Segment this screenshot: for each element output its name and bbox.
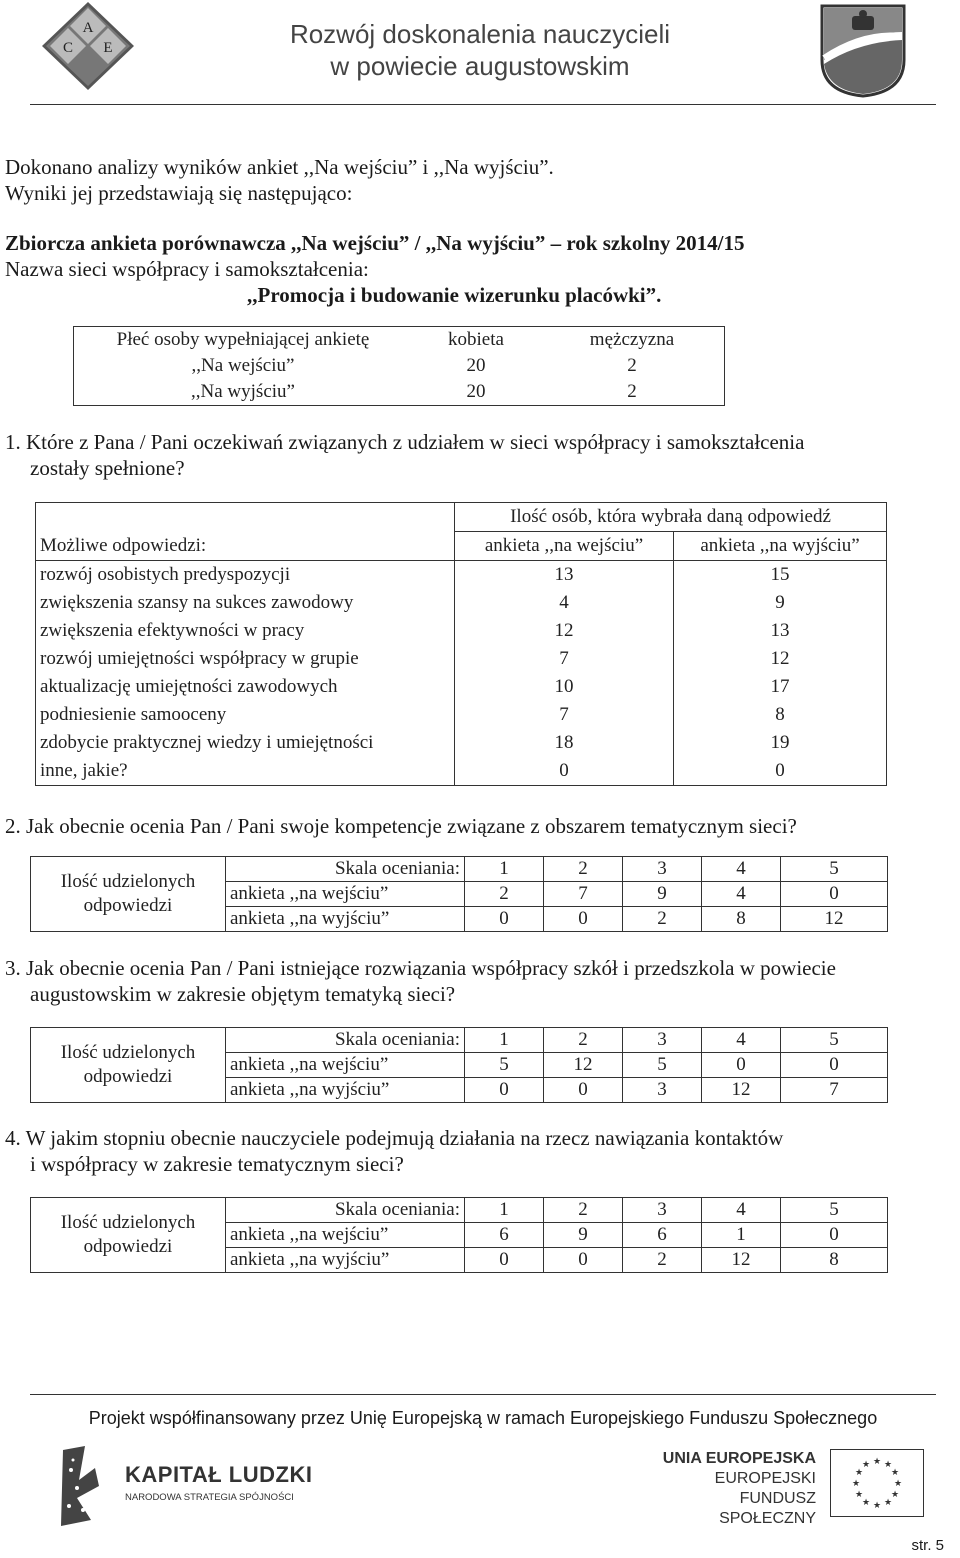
scale-value: 4 <box>702 1198 781 1223</box>
answer-label: zwiększenia efektywności w pracy <box>36 617 455 645</box>
table-row <box>31 1198 888 1223</box>
table-row <box>36 757 887 786</box>
cell: 5 <box>623 1053 702 1078</box>
cell-mezczyzna: 2 <box>540 379 725 406</box>
row-in-label: ankieta ,,na wejściu” <box>226 1223 465 1248</box>
intro-line2: Wyniki jej przedstawiają się następująco: <box>5 181 353 205</box>
header-title-line1: Rozwój doskonalenia nauczycieli <box>289 19 671 49</box>
q1-table <box>35 502 887 786</box>
svg-text:★: ★ <box>893 1479 903 1489</box>
row-out-label: ankieta ,,na wyjściu” <box>226 1078 465 1103</box>
svg-text:★: ★ <box>890 1468 900 1478</box>
cell: 0 <box>465 1248 544 1273</box>
answer-out: 9 <box>674 589 887 617</box>
header-title-line2: w powiecie augustowskim <box>330 51 630 81</box>
table-row <box>36 503 887 532</box>
answer-out: 12 <box>674 645 887 673</box>
logo-letter-a: A <box>82 20 94 36</box>
table-row <box>36 589 887 617</box>
scale-value: 4 <box>702 857 781 882</box>
q1-col-out: ankieta ,,na wyjściu” <box>674 532 887 561</box>
cell: 0 <box>702 1053 781 1078</box>
answer-out: 0 <box>674 757 887 786</box>
cell: 9 <box>623 882 702 907</box>
scale-value: 5 <box>781 1198 888 1223</box>
cell: 0 <box>781 1053 888 1078</box>
svg-text:★: ★ <box>883 1460 893 1470</box>
cell: 0 <box>544 1248 623 1273</box>
cell: 8 <box>702 907 781 932</box>
answer-label: rozwój osobistych predyspozycji <box>36 561 455 590</box>
scale-label: Skala oceniania: <box>226 1028 465 1053</box>
table-row <box>74 379 725 406</box>
gender-header: Płeć osoby wypełniającej ankietę <box>74 327 413 354</box>
row-out-label: ankieta ,,na wyjściu” <box>226 907 465 932</box>
cell: 0 <box>781 1223 888 1248</box>
cell: 5 <box>465 1053 544 1078</box>
eu-flag-icon <box>830 1449 924 1517</box>
q4-rating-table <box>30 1197 888 1273</box>
cell: 8 <box>781 1248 888 1273</box>
svg-text:★: ★ <box>861 1498 871 1508</box>
svg-text:★: ★ <box>872 1501 882 1511</box>
county-crest-icon <box>818 2 908 98</box>
svg-text:★: ★ <box>851 1479 861 1489</box>
answer-in: 0 <box>455 757 674 786</box>
answer-in: 13 <box>455 561 674 590</box>
svg-text:★: ★ <box>861 1460 871 1470</box>
answer-label: podniesienie samooceny <box>36 701 455 729</box>
svg-text:★: ★ <box>854 1490 864 1500</box>
scale-value: 2 <box>544 857 623 882</box>
table-row <box>36 673 887 701</box>
row-out-label: ankieta ,,na wyjściu” <box>226 1248 465 1273</box>
answer-in: 7 <box>455 701 674 729</box>
scale-value: 1 <box>465 857 544 882</box>
answer-label: zwiększenia szansy na sukces zawodowy <box>36 589 455 617</box>
q1-question-line1: 1. Które z Pana / Pani oczekiwań związanych z udziałem w sieci współpracy i samokształcenia <box>5 430 805 454</box>
svg-text:★: ★ <box>872 1457 882 1467</box>
count-label-line1: Ilość udzielonych <box>60 1212 196 1233</box>
count-label-line2: odpowiedzi <box>83 895 173 916</box>
q4-question-line2: i współpracy w zakresie tematycznym sieci? <box>30 1152 404 1176</box>
logo-letter-c: C <box>62 40 74 56</box>
cell: 6 <box>465 1223 544 1248</box>
answer-in: 18 <box>455 729 674 757</box>
intro-line1: Dokonano analizy wyników ankiet ,,Na wejściu” i ,,Na wyjściu”. <box>5 155 554 179</box>
scale-value: 4 <box>702 1028 781 1053</box>
kl-subtitle: NARODOWA STRATEGIA SPÓJNOŚCI <box>125 1492 294 1503</box>
answer-in: 4 <box>455 589 674 617</box>
answer-label: zdobycie praktycznej wiedzy i umiejętności <box>36 729 455 757</box>
count-label <box>31 1028 226 1103</box>
network-label: Nazwa sieci współpracy i samokształcenia: <box>5 257 369 281</box>
scale-value: 3 <box>623 1028 702 1053</box>
count-label <box>31 1198 226 1273</box>
header-divider <box>30 104 936 105</box>
table-row <box>36 617 887 645</box>
cell: 2 <box>623 1248 702 1273</box>
cell: 0 <box>465 1078 544 1103</box>
cell: 7 <box>544 882 623 907</box>
logo-letter-e: E <box>103 40 113 56</box>
ace-logo <box>38 0 138 92</box>
cell: 0 <box>544 1078 623 1103</box>
q4-question-line1: 4. W jakim stopniu obecnie nauczyciele podejmują działania na rzecz nawiązania kontaktów <box>5 1126 784 1150</box>
footer-text: Projekt współfinansowany przez Unię Europejską w ramach Europejskiego Funduszu Społecznego <box>88 1408 878 1428</box>
scale-label: Skala oceniania: <box>226 857 465 882</box>
count-label <box>31 857 226 932</box>
cell: 7 <box>781 1078 888 1103</box>
q3-rating-table <box>30 1027 888 1103</box>
scale-value: 5 <box>781 1028 888 1053</box>
answer-out: 15 <box>674 561 887 590</box>
scale-value: 2 <box>544 1198 623 1223</box>
cell: 12 <box>702 1248 781 1273</box>
table-row <box>36 701 887 729</box>
scale-value: 2 <box>544 1028 623 1053</box>
summary-heading: Zbiorcza ankieta porównawcza ,,Na wejściu” / ,,Na wyjściu” – rok szkolny 2014/15 <box>5 231 745 255</box>
q2-rating-table <box>30 856 888 932</box>
cell: 0 <box>465 907 544 932</box>
table-row <box>36 729 887 757</box>
answer-in: 10 <box>455 673 674 701</box>
answer-in: 7 <box>455 645 674 673</box>
table-row <box>74 327 725 354</box>
scale-value: 1 <box>465 1028 544 1053</box>
scale-label: Skala oceniania: <box>226 1198 465 1223</box>
cell: 6 <box>623 1223 702 1248</box>
eu-line1: UNIA EUROPEJSKA <box>662 1450 816 1467</box>
count-label-line2: odpowiedzi <box>83 1066 173 1087</box>
page-number: str. 5 <box>911 1537 944 1554</box>
row-label: ,,Na wyjściu” <box>74 379 413 406</box>
cell: 0 <box>781 882 888 907</box>
q3-question-line2: augustowskim w zakresie objętym tematyką sieci? <box>30 982 456 1006</box>
table-row <box>74 353 725 379</box>
network-name: ,,Promocja i budowanie wizerunku placówki”. <box>247 283 662 307</box>
answer-label: aktualizację umiejętności zawodowych <box>36 673 455 701</box>
eu-line2: EUROPEJSKI <box>714 1470 816 1487</box>
scale-value: 3 <box>623 1198 702 1223</box>
row-in-label: ankieta ,,na wejściu” <box>226 1053 465 1078</box>
cell: 4 <box>702 882 781 907</box>
q1-group-header: Ilość osób, która wybrała daną odpowiedź <box>455 503 887 532</box>
answer-in: 12 <box>455 617 674 645</box>
cell: 12 <box>702 1078 781 1103</box>
table-row <box>36 645 887 673</box>
q1-question-line2: zostały spełnione? <box>30 456 185 480</box>
row-in-label: ankieta ,,na wejściu” <box>226 882 465 907</box>
q1-col-in: ankieta ,,na wejściu” <box>455 532 674 561</box>
count-label-line1: Ilość udzielonych <box>60 1042 196 1063</box>
cell: 9 <box>544 1223 623 1248</box>
cell: 2 <box>465 882 544 907</box>
table-row <box>36 561 887 590</box>
answer-out: 17 <box>674 673 887 701</box>
row-label: ,,Na wejściu” <box>74 353 413 379</box>
q3-question-line1: 3. Jak obecnie ocenia Pan / Pani istniejące rozwiązania współpracy szkół i przedszkola w powiecie <box>5 956 836 980</box>
q1-answers-label: Możliwe odpowiedzi: <box>36 532 455 561</box>
eu-fund-logo <box>640 1445 930 1525</box>
kapital-ludzki-logo <box>55 1440 345 1530</box>
answer-out: 19 <box>674 729 887 757</box>
header-title <box>200 18 760 82</box>
gender-table <box>73 326 725 406</box>
cell-mezczyzna: 2 <box>540 353 725 379</box>
q2-question: 2. Jak obecnie ocenia Pan / Pani swoje kompetencje związane z obszarem tematycznym sieci? <box>5 814 797 838</box>
cell: 0 <box>544 907 623 932</box>
scale-value: 5 <box>781 857 888 882</box>
answer-out: 13 <box>674 617 887 645</box>
table-row <box>31 1028 888 1053</box>
col-mezczyzna: mężczyzna <box>540 327 725 354</box>
eu-line3: FUNDUSZ SPOŁECZNY <box>719 1490 816 1527</box>
kl-title: KAPITAŁ LUDZKI <box>125 1462 313 1487</box>
table-row <box>36 532 887 561</box>
count-label-line2: odpowiedzi <box>83 1236 173 1257</box>
answer-label: rozwój umiejętności współpracy w grupie <box>36 645 455 673</box>
svg-text:★: ★ <box>854 1468 864 1478</box>
cell: 2 <box>623 907 702 932</box>
count-label-line1: Ilość udzielonych <box>60 871 196 892</box>
answer-label: inne, jakie? <box>36 757 455 786</box>
svg-text:★: ★ <box>883 1498 893 1508</box>
scale-value: 1 <box>465 1198 544 1223</box>
cell-kobieta: 20 <box>466 355 486 376</box>
cell-kobieta: 20 <box>412 379 540 406</box>
scale-value: 3 <box>623 857 702 882</box>
answer-out: 8 <box>674 701 887 729</box>
footer-divider <box>30 1394 936 1395</box>
cell: 3 <box>623 1078 702 1103</box>
col-kobieta: kobieta <box>412 327 540 354</box>
svg-text:★: ★ <box>890 1490 900 1500</box>
cell: 12 <box>781 907 888 932</box>
cell: 1 <box>702 1223 781 1248</box>
cell: 12 <box>544 1053 623 1078</box>
table-row <box>31 857 888 882</box>
